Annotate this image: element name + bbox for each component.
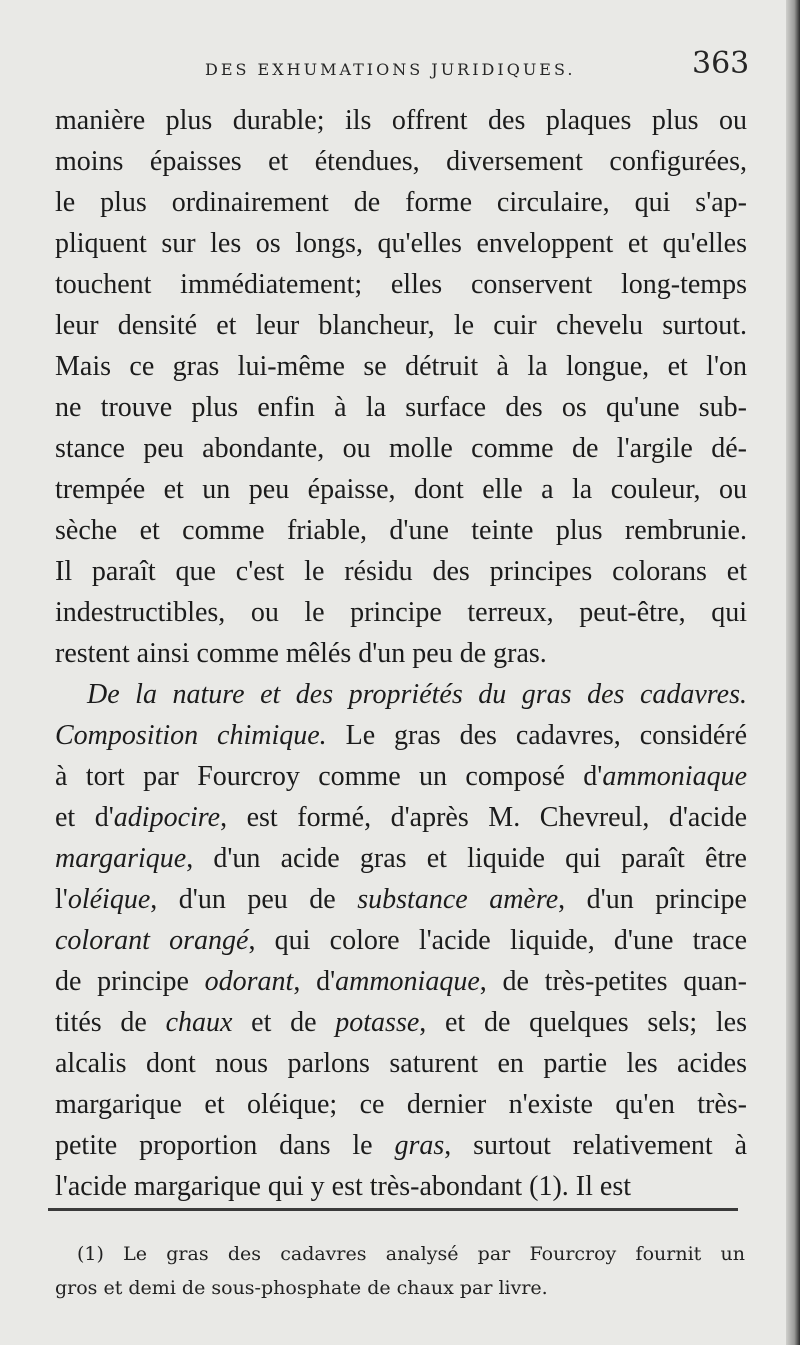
page-number: 363 xyxy=(692,46,750,81)
text-line xyxy=(55,879,747,920)
text-line xyxy=(55,469,747,510)
text-segment: , surtout relativement à xyxy=(444,1130,747,1161)
italic-text: potasse xyxy=(335,1007,420,1038)
text-segment: l'acide margarique qui y est très-abondant (1). Il est xyxy=(55,1171,631,1202)
text-segment: , qui colore l'acide liquide, d'une trace xyxy=(248,925,747,956)
text-segment: Il paraît que c'est le résidu des principes colorans et xyxy=(55,556,747,587)
text-line xyxy=(55,1166,747,1207)
text-segment: petite proportion dans le xyxy=(55,1130,395,1161)
text-segment: , est formé, d'après M. Chevreul, d'acide xyxy=(220,802,747,833)
text-segment: , d'un principe xyxy=(558,884,747,915)
text-line xyxy=(55,346,747,387)
text-line xyxy=(55,715,747,756)
italic-text: colorant orangé xyxy=(55,925,249,956)
text-line xyxy=(55,264,747,305)
text-line xyxy=(55,838,747,879)
text-segment: leur densité et leur blancheur, le cuir chevelu surtout. xyxy=(55,310,747,341)
body-text xyxy=(55,100,747,1207)
text-segment: restent ainsi comme mêlés d'un peu de gras. xyxy=(55,638,547,669)
text-segment: le plus ordinairement de forme circulaire, qui s'ap- xyxy=(55,187,747,218)
text-segment: margarique et oléique; ce dernier n'existe qu'en très- xyxy=(55,1089,747,1120)
text-line xyxy=(55,182,747,223)
footnote-line: (1) Le gras des cadavres analysé par Fourcroy fournit un xyxy=(77,1243,745,1265)
text-segment: moins épaisses et étendues, diversement configurées, xyxy=(55,146,747,177)
text-segment: , d' xyxy=(293,966,336,997)
text-segment: et de xyxy=(232,1007,336,1038)
italic-text: substance amère xyxy=(357,884,559,915)
footnote-line: gros et demi de sous-phosphate de chaux par livre. xyxy=(55,1277,548,1299)
text-segment: l' xyxy=(55,884,68,915)
text-segment: trempée et un peu épaisse, dont elle a la couleur, ou xyxy=(55,474,747,505)
text-segment: ne trouve plus enfin à la surface des os qu'une sub- xyxy=(55,392,747,423)
italic-text: oléique xyxy=(67,884,151,915)
italic-text: chaux xyxy=(165,1007,233,1038)
text-segment: , d'un acide gras et liquide qui paraît être xyxy=(186,843,747,874)
text-segment: alcalis dont nous parlons saturent en partie les acides xyxy=(55,1048,747,1079)
text-line xyxy=(55,1084,747,1125)
text-line xyxy=(55,1125,747,1166)
text-segment: sèche et comme friable, d'une teinte plus rembrunie. xyxy=(55,515,747,546)
text-line xyxy=(55,1002,747,1043)
text-segment: Mais ce gras lui-même se détruit à la longue, et l'on xyxy=(55,351,747,382)
text-line xyxy=(55,756,747,797)
text-segment: à tort par Fourcroy comme un composé d' xyxy=(55,761,603,792)
text-segment: , de très-petites quan- xyxy=(479,966,747,997)
text-segment: indestructibles, ou le principe terreux, peut-être, qui xyxy=(55,597,747,628)
text-segment: , et de quelques sels; les xyxy=(419,1007,747,1038)
text-segment: manière plus durable; ils offrent des plaques plus ou xyxy=(55,105,747,136)
text-segment: , d'un peu de xyxy=(150,884,358,915)
text-line xyxy=(55,141,747,182)
text-line xyxy=(55,428,747,469)
italic-text: ammoniaque xyxy=(335,966,480,997)
text-line xyxy=(55,223,747,264)
text-line xyxy=(55,674,747,715)
text-line xyxy=(55,100,747,141)
text-segment: stance peu abondante, ou molle comme de l'argile dé- xyxy=(55,433,747,464)
text-line xyxy=(55,920,747,961)
text-segment: de principe xyxy=(55,966,205,997)
text-line xyxy=(55,551,747,592)
text-segment: pliquent sur les os longs, qu'elles enveloppent et qu'elles xyxy=(55,228,747,259)
footnote xyxy=(55,1237,745,1305)
text-line xyxy=(55,961,747,1002)
text-line xyxy=(55,387,747,428)
page-header xyxy=(0,46,780,86)
italic-text: ammoniaque xyxy=(602,761,747,792)
italic-text: adipocire xyxy=(113,802,221,833)
text-line xyxy=(55,592,747,633)
text-line xyxy=(55,797,747,838)
italic-text: De la nature et des propriétés du gras des cadavres. xyxy=(87,679,747,710)
italic-text: margarique xyxy=(55,843,187,874)
text-segment: Le gras des cadavres, considéré xyxy=(326,720,747,751)
text-line xyxy=(55,633,747,674)
running-head: DES EXHUMATIONS JURIDIQUES. xyxy=(205,60,576,79)
italic-text: Composition chimique. xyxy=(55,720,327,751)
text-line xyxy=(55,510,747,551)
text-segment: tités de xyxy=(55,1007,166,1038)
footnote-rule xyxy=(48,1208,738,1211)
italic-text: odorant xyxy=(204,966,294,997)
italic-text: gras xyxy=(394,1130,445,1161)
page-edge xyxy=(786,0,800,1345)
text-segment: et d' xyxy=(55,802,114,833)
text-line xyxy=(55,305,747,346)
text-segment: touchent immédiatement; elles conservent long-temps xyxy=(55,269,747,300)
text-line xyxy=(55,1043,747,1084)
